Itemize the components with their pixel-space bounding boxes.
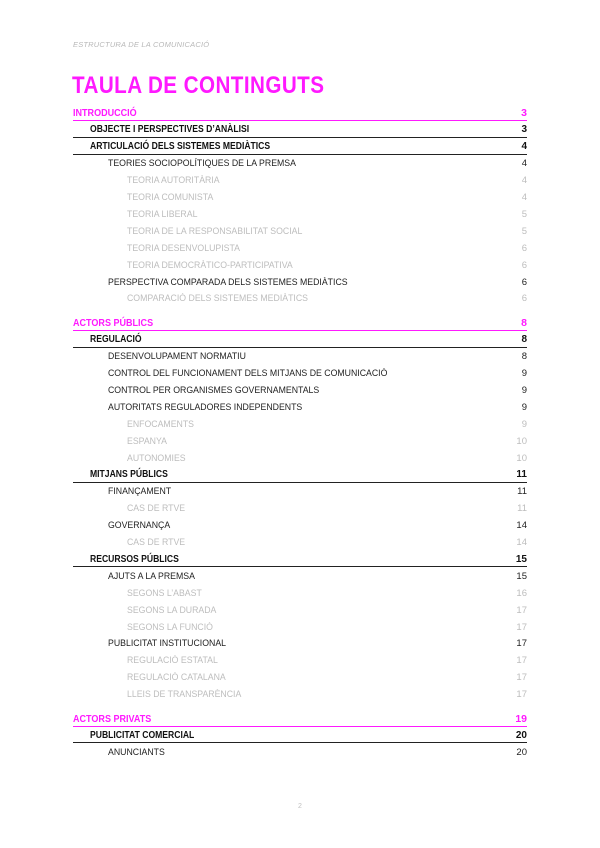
toc-entry-level-1[interactable] [0,140,600,154]
toc-entry-level-0[interactable] [0,106,600,120]
toc-entry-label: SEGONS LA DURADA [127,604,217,616]
toc-entry-page: 4 [521,158,527,170]
toc-entry-page: 4 [521,175,527,187]
toc-entry-level-3[interactable] [0,258,600,272]
toc-entry-page: 9 [521,418,527,430]
toc-entry-page: 4 [521,192,527,203]
toc-entry-label: OBJECTE I PERSPECTIVES D’ANÀLISI [90,124,250,136]
toc-entry-level-3[interactable] [0,241,600,255]
toc-entry-level-2[interactable] [0,157,600,171]
toc-entry-level-3[interactable] [0,654,600,668]
toc-entry-label: REGULACIÓ [90,334,142,346]
toc-entry-level-2[interactable] [0,637,600,651]
toc-entry-label: SEGONS L’ABAST [127,587,202,599]
toc-entry-label: GOVERNANÇA [108,520,171,532]
toc-entry-page: 6 [521,259,527,271]
toc-entry-level-2[interactable] [0,275,600,289]
toc-entry-rule [73,120,527,121]
toc-entry-level-3[interactable] [0,207,600,221]
toc-entry-page: 14 [516,537,527,548]
toc-entry-label: LLEIS DE TRANSPARÈNCIA [127,689,242,701]
toc-entry-label: TEORIA DEMOCRÀTICO-PARTICIPATIVA [127,259,293,271]
toc-entry-label: AUTONOMIES [127,452,186,464]
toc-entry-level-2[interactable] [0,400,600,414]
toc-entry-page: 15 [515,553,527,565]
toc-entry-label: AUTORITATS REGULADORES INDEPENDENTS [108,401,303,413]
toc-entry-page: 19 [515,712,527,725]
toc-entry-level-2[interactable] [0,569,600,583]
toc-entry-label: ESPANYA [127,435,168,447]
toc-entry-label: REGULACIÓ CATALANA [127,672,226,684]
toc-entry-page: 17 [516,672,527,684]
toc-entry-level-3[interactable] [0,671,600,685]
toc-entry-page: 4 [521,141,527,153]
toc-entry-level-3[interactable] [0,434,600,448]
toc-entry-page: 6 [521,293,527,305]
toc-entry-level-3[interactable] [0,688,600,702]
toc-entry-level-1[interactable] [0,468,600,482]
toc-entry-label: RECURSOS PÚBLICS [90,553,179,565]
toc-entry-label: MITJANS PÚBLICS [90,469,168,481]
toc-entry-rule [73,566,527,567]
toc-entry-page: 9 [521,368,527,379]
toc-entry-label: ARTICULACIÓ DELS SISTEMES MEDIÀTICS [90,141,271,153]
toc-entry-rule [73,726,527,727]
toc-entry-page: 20 [515,729,527,741]
toc-entry-label: CONTROL DEL FUNCIONAMENT DELS MITJANS DE COMUNICACIÓ [108,368,388,379]
toc-entry-label: CAS DE RTVE [127,503,186,515]
toc-entry-level-3[interactable] [0,292,600,306]
toc-entry-page: 17 [516,638,527,650]
toc-entry-label: CONTROL PER ORGANISMES GOVERNAMENTALS [108,384,320,396]
toc-entry-label: TEORIA LIBERAL [127,208,198,220]
toc-entry-level-3[interactable] [0,502,600,516]
toc-entry-label: PUBLICITAT COMERCIAL [90,729,195,741]
toc-entry-page: 17 [516,604,527,616]
toc-entry-page: 17 [516,655,527,667]
toc-entry-page: 14 [516,520,527,532]
toc-entry-level-1[interactable] [0,123,600,137]
toc-entry-level-2[interactable] [0,367,600,381]
toc-entry-page: 5 [521,208,527,220]
toc-entry-level-1[interactable] [0,552,600,566]
toc-entry-page: 8 [521,351,527,363]
toc-entry-page: 15 [516,570,527,582]
toc-entry-rule [73,330,527,331]
toc-entry-page: 9 [521,384,527,396]
toc-entry-level-3[interactable] [0,451,600,465]
toc-entry-page: 11 [517,503,527,515]
toc-entry-label: TEORIA DE LA RESPONSABILITAT SOCIAL [127,225,303,237]
toc-entry-label: FINANÇAMENT [108,486,172,498]
toc-entry-level-3[interactable] [0,536,600,550]
toc-entry-label: ANUNCIANTS [108,746,165,758]
toc-entry-level-3[interactable] [0,417,600,431]
toc-entry-level-0[interactable] [0,316,600,330]
toc-entry-label: TEORIA AUTORITÀRIA [127,175,220,187]
toc-entry-label: COMPARACIÓ DELS SISTEMES MEDIÀTICS [127,293,308,305]
toc-entry-page: 6 [521,242,527,254]
toc-entry-page: 20 [516,746,527,758]
toc-entry-level-3[interactable] [0,603,600,617]
toc-entry-page: 11 [517,486,527,498]
toc-entry-page: 3 [521,107,527,119]
toc-entry-level-1[interactable] [0,333,600,347]
toc-entry-page: 17 [516,689,527,701]
toc-entry-label: TEORIES SOCIOPOLÍTIQUES DE LA PREMSA [108,158,296,170]
toc-entry-level-1[interactable] [0,728,600,742]
toc-entry-level-3[interactable] [0,191,600,205]
toc-entry-level-2[interactable] [0,383,600,397]
toc-entry-page: 5 [521,225,527,237]
toc-entry-rule [73,742,527,743]
toc-entry-rule [73,154,527,155]
toc-entry-label: AJUTS A LA PREMSA [108,570,195,582]
toc-entry-page: 10 [516,452,527,464]
toc-entry-label: INTRODUCCIÓ [73,107,137,119]
running-head: ESTRUCTURA DE LA COMUNICACIÓ [73,40,210,49]
toc-entry-page: 9 [521,401,527,413]
toc-entry-page: 11 [516,469,527,481]
page-number: 2 [298,803,302,810]
toc-entry-page: 17 [516,621,527,633]
toc-entry-label: ACTORS PÚBLICS [73,316,154,329]
page-title: TAULA DE CONTINGUTS [72,72,325,99]
toc-entry-level-2[interactable] [0,745,600,759]
toc-entry-level-3[interactable] [0,620,600,634]
toc-entry-page: 6 [521,276,527,288]
toc-entry-rule [73,347,527,348]
toc-entry-level-2[interactable] [0,519,600,533]
toc-entry-label: PUBLICITAT INSTITUCIONAL [108,638,227,650]
toc-entry-page: 10 [516,435,527,447]
toc-entry-page: 16 [516,587,527,599]
toc-entry-label: PERSPECTIVA COMPARADA DELS SISTEMES MEDIÀTICS [108,276,348,288]
toc-entry-level-3[interactable] [0,174,600,188]
toc-entry-page: 8 [521,334,527,346]
toc-entry-label: SEGONS LA FUNCIÓ [127,621,213,633]
toc-entry-level-2[interactable] [0,485,600,499]
toc-entry-label: REGULACIÓ ESTATAL [127,655,218,667]
toc-entry-label: ACTORS PRIVATS [73,712,152,725]
toc-entry-label: TEORIA DESENVOLUPISTA [127,242,241,254]
toc-entry-page: 3 [521,124,527,136]
toc-entry-level-3[interactable] [0,586,600,600]
toc-entry-page: 8 [521,316,527,329]
toc-entry-level-3[interactable] [0,224,600,238]
toc-entry-label: ENFOCAMENTS [127,418,195,430]
toc-entry-label: TEORIA COMUNISTA [127,192,214,203]
toc-entry-rule [73,482,527,483]
toc-entry-level-2[interactable] [0,350,600,364]
toc-entry-rule [73,137,527,138]
toc-entry-label: DESENVOLUPAMENT NORMATIU [108,351,246,363]
toc-entry-level-0[interactable] [0,712,600,726]
toc-entry-label: CAS DE RTVE [127,537,186,548]
